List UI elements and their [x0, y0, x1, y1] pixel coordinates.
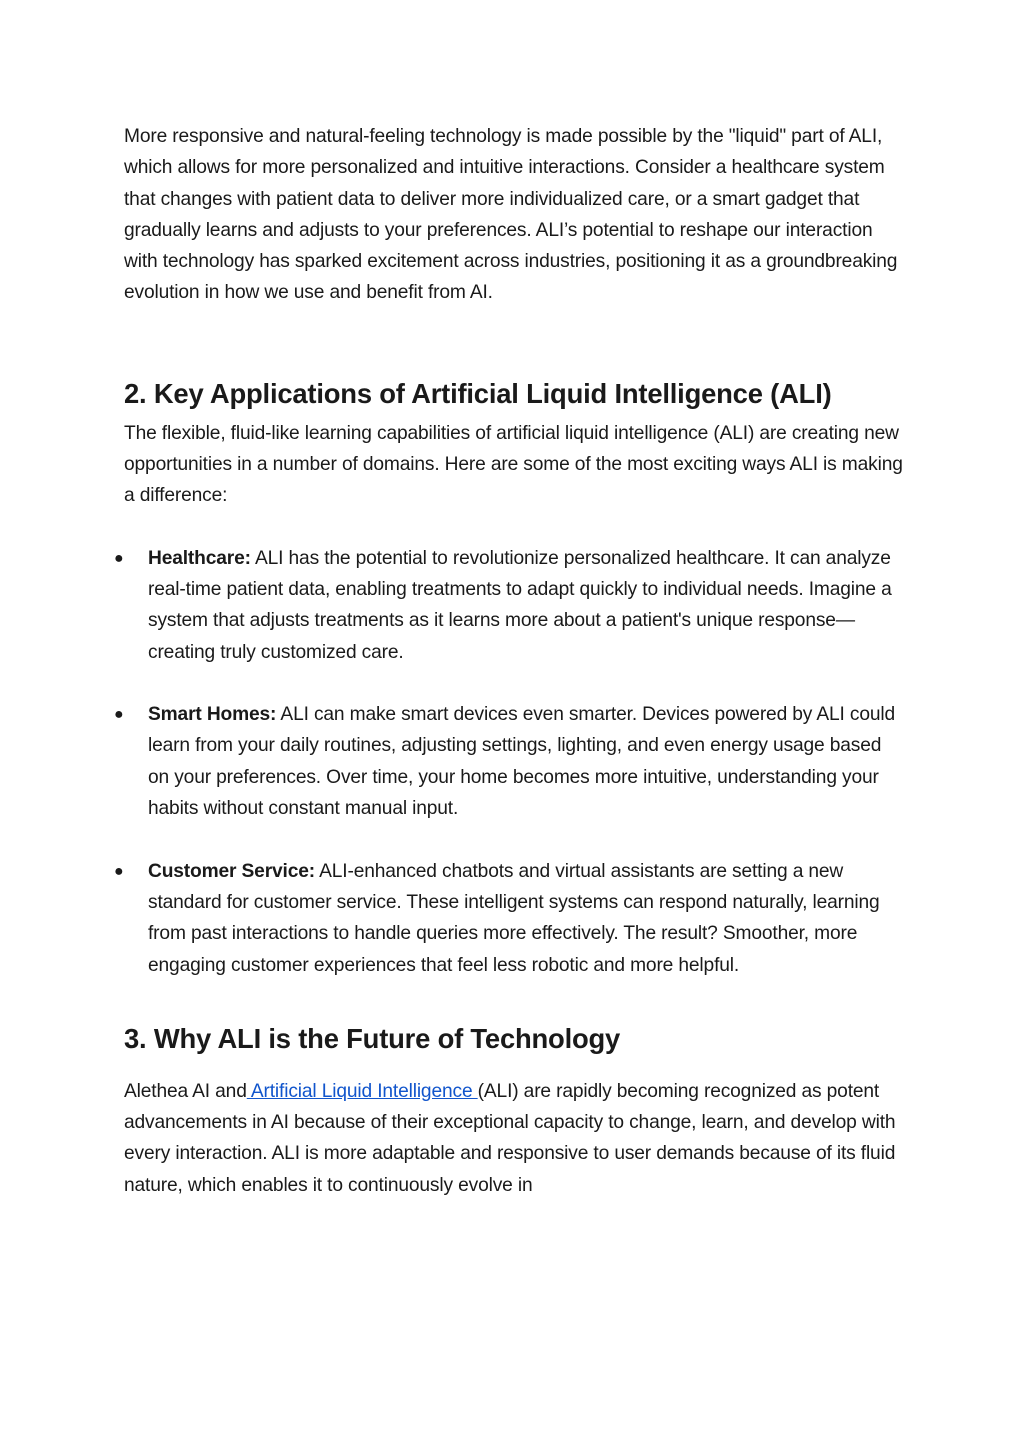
document-page [114, 121, 904, 1201]
list-item-term: Healthcare: [148, 547, 251, 569]
list-item-body: ALI-enhanced chatbots and virtual assistants are setting a new standard for customer service. These intelligent systems can respond naturally, learning from past interactions to handle queries more effectively. The result? Smoother, more engaging customer experiences that feel less robotic and more helpful. [148, 860, 880, 976]
intro-paragraph: More responsive and natural-feeling technology is made possible by the "liquid" part of ALI, which allows for more personalized and intuitive interactions. Consider a healthcare system that changes with patient data to deliver more individualized care, or a smart gadget that gradually learns and adjusts to your preferences. ALI’s potential to reshape our interaction with technology has sparked excitement across industries, positioning it as a groundbreaking evolution in how we use and benefit from AI. [124, 126, 898, 304]
list-item-term: Customer Service: [148, 860, 316, 882]
section-3-paragraph [124, 1076, 904, 1201]
section-2-heading: 2. Key Applications of Artificial Liquid Intelligence (ALI) [124, 377, 832, 409]
section-3-text-after-link: (ALI) are rapidly becoming recognized as potent advancements in AI because of their exceptional capacity to change, learn, and develop with every interaction. ALI is more adaptable and responsive to user demands because of its fluid nature, which enables it to continuously evolve in [124, 1080, 896, 1196]
list-item-body: ALI has the potential to revolutionize personalized healthcare. It can analyze real-time patient data, enabling treatments to adapt quickly to individual needs. Imagine a system that adjusts treatments as it learns more about a patient's unique response—creating truly customized care. [148, 547, 892, 663]
section-3-heading: 3. Why ALI is the Future of Technology [124, 1022, 621, 1054]
list-item-healthcare [114, 543, 904, 668]
bullet-icon: ● [114, 706, 124, 724]
list-item-customer-service [114, 856, 904, 981]
artificial-liquid-intelligence-link[interactable]: Artificial Liquid Intelligence [246, 1080, 478, 1102]
section-3-text-before-link: Alethea AI and [124, 1080, 247, 1102]
applications-list [114, 543, 904, 981]
bullet-icon: ● [114, 862, 124, 880]
bullet-icon: ● [114, 549, 124, 567]
list-item-smart-homes [114, 699, 904, 824]
list-item-term: Smart Homes: [148, 704, 277, 726]
list-item-text [148, 856, 904, 981]
list-item-text [148, 543, 904, 668]
list-item-body: ALI can make smart devices even smarter. Devices powered by ALI could learn from your daily routines, adjusting settings, lighting, and even energy usage based on your preferences. Over time, your home becomes more intuitive, understanding your habits without constant manual input. [148, 704, 896, 820]
section-2-intro: The flexible, fluid-like learning capabilities of artificial liquid intelligence (ALI) are creating new opportunities in a number of domains. Here are some of the most exciting ways ALI is making a difference: [124, 422, 903, 507]
list-item-text [148, 699, 904, 824]
